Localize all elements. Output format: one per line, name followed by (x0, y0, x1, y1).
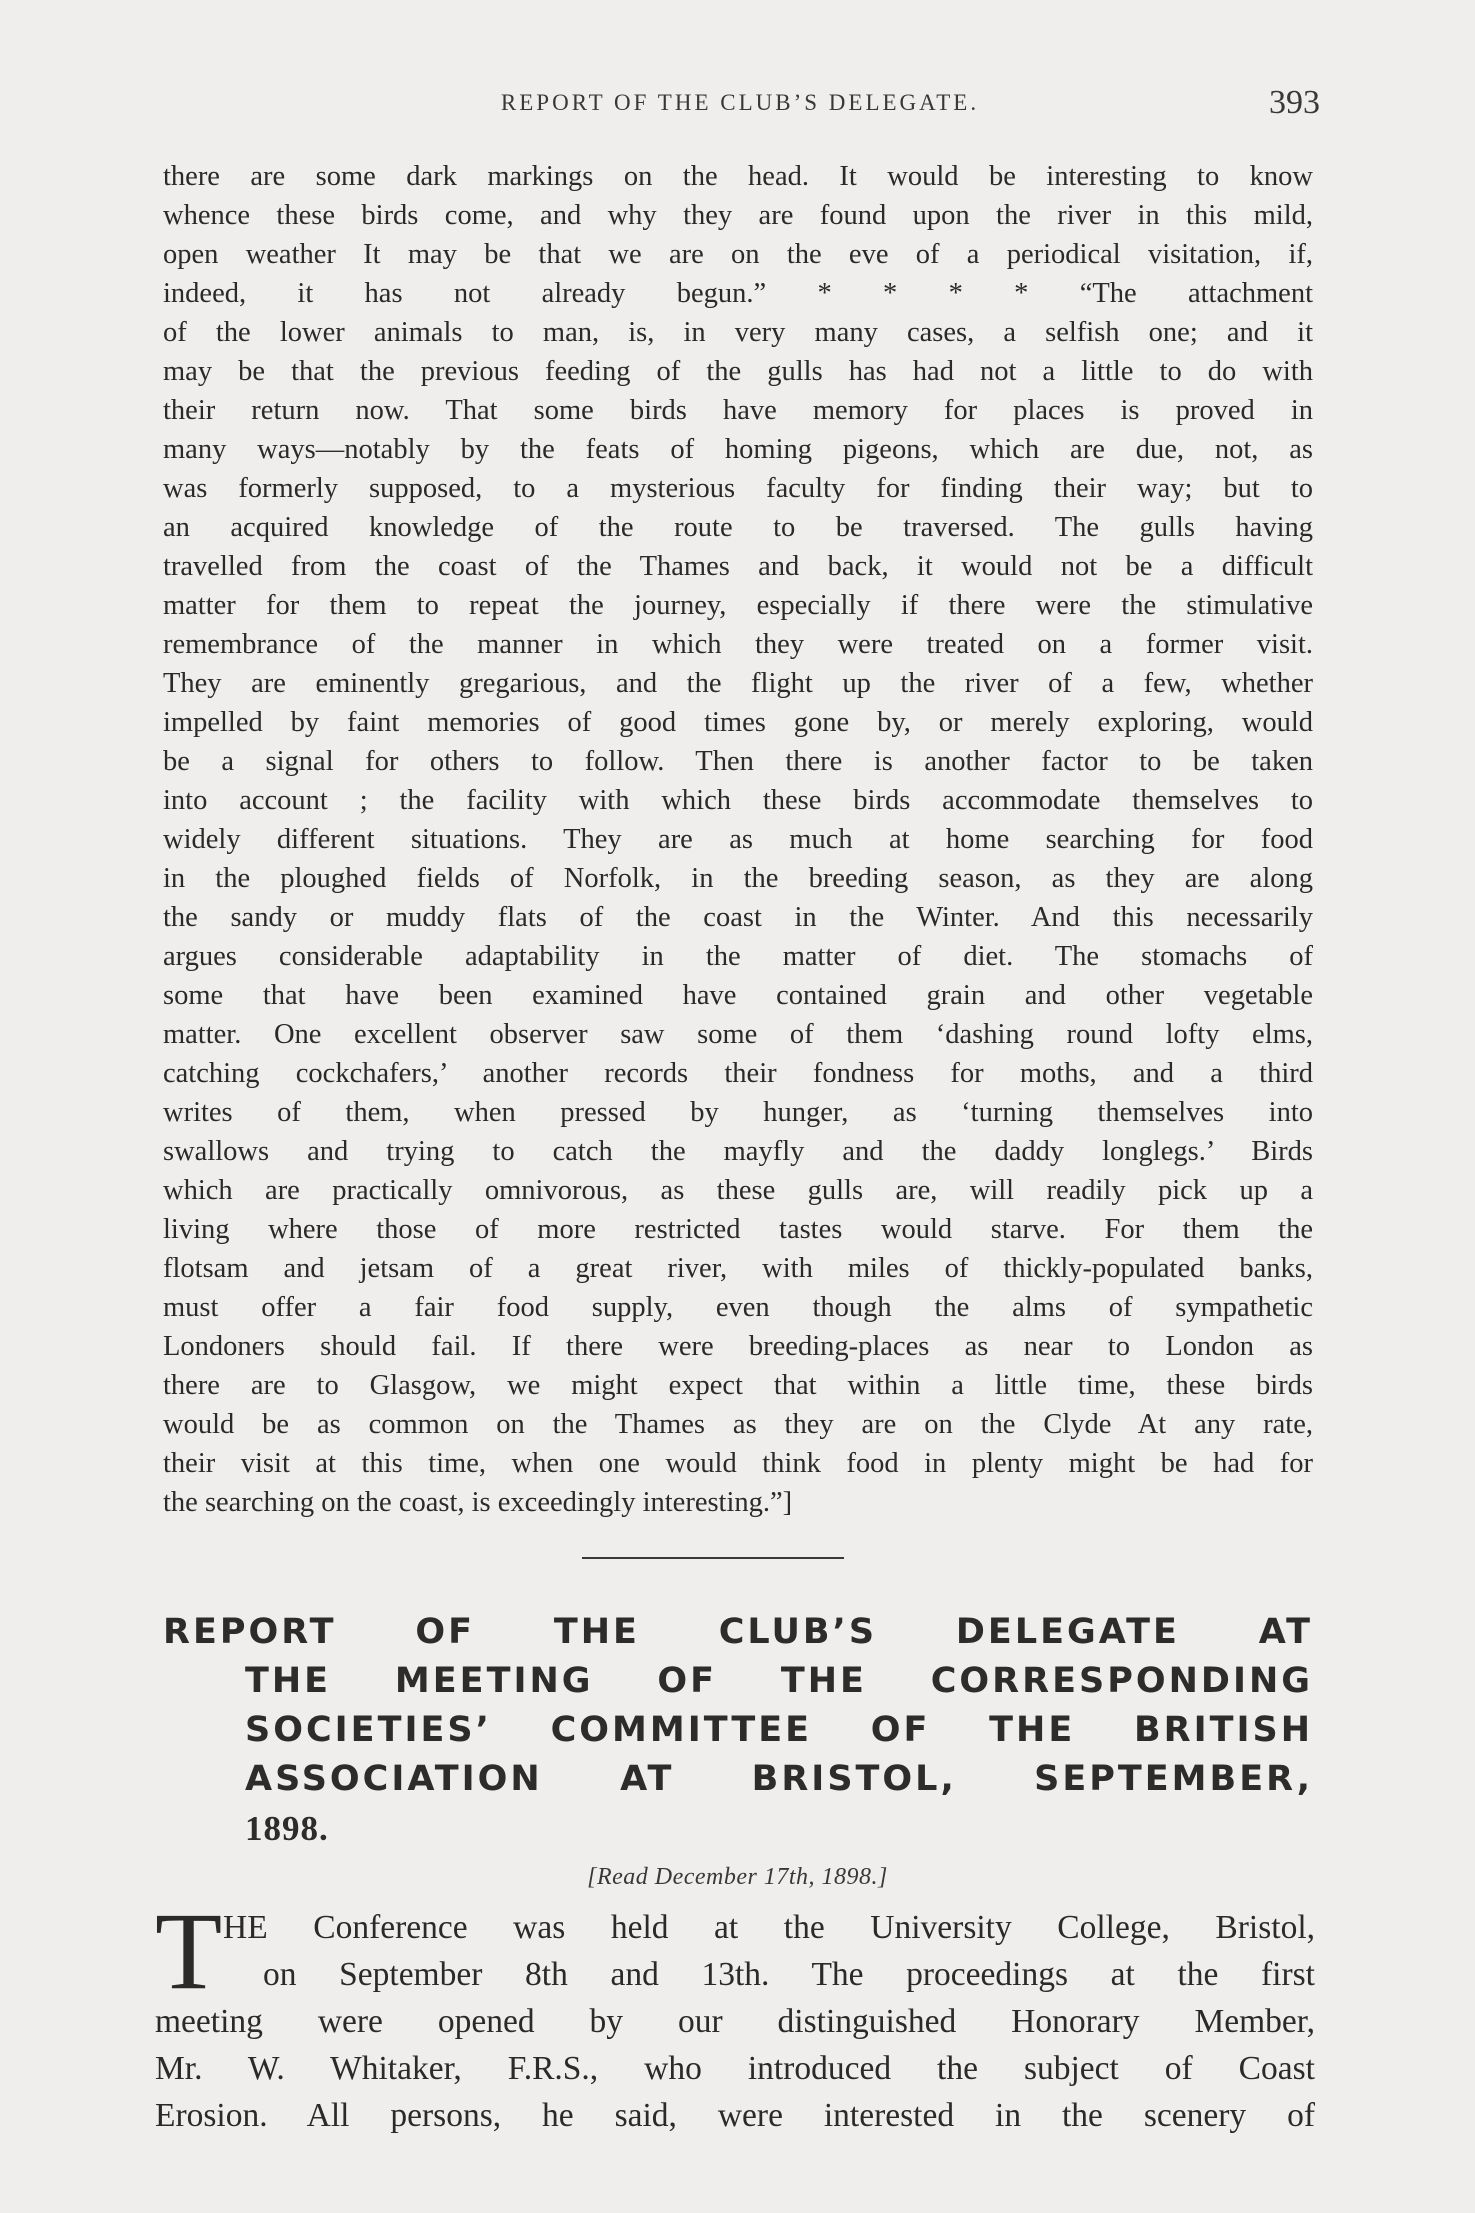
intro-line: meeting were opened by our distinguished Honorary Member, (155, 2003, 1315, 2040)
running-title: REPORT OF THE CLUB’S DELEGATE. (500, 90, 980, 115)
body-line: whence these birds come, and why they are found upon the river in this mild, (163, 200, 1313, 231)
section-heading (163, 1608, 1313, 1853)
page-number: 393 (1269, 84, 1320, 121)
body-line: which are practically omnivorous, as these gulls are, will readily pick up a (163, 1175, 1313, 1206)
body-line: their return now. That some birds have memory for places is proved in (163, 395, 1313, 426)
body-line: the sandy or muddy flats of the coast in the Winter. And this necessarily (163, 902, 1313, 933)
heading-line: THE MEETING OF THE CORRESPONDING (245, 1661, 1313, 1701)
body-line: travelled from the coast of the Thames and back, it would not be a difficult (163, 551, 1313, 582)
intro-paragraph (155, 1890, 1315, 2139)
body-line: may be that the previous feeding of the gulls has had not a little to do with (163, 356, 1313, 387)
intro-line: Mr. W. Whitaker, F.R.S., who introduced the subject of Coast (155, 2050, 1315, 2087)
intro-line: Erosion. All persons, he said, were interested in the scenery of (155, 2097, 1315, 2134)
body-line: catching cockchafers,’ another records their fondness for moths, and a third (163, 1058, 1313, 1089)
drop-cap: T (155, 1890, 223, 2012)
body-line: living where those of more restricted tastes would starve. For them the (163, 1214, 1313, 1245)
body-line: argues considerable adaptability in the matter of diet. The stomachs of (163, 941, 1313, 972)
body-line: would be as common on the Thames as they are on the Clyde At any rate, (163, 1409, 1313, 1440)
body-line: must offer a fair food supply, even though the alms of sympathetic (163, 1292, 1313, 1323)
body-line: the searching on the coast, is exceedingly interesting.”] (163, 1487, 793, 1518)
body-line: flotsam and jetsam of a great river, with miles of thickly-populated banks, (163, 1253, 1313, 1284)
body-line: They are eminently gregarious, and the flight up the river of a few, whether (163, 668, 1313, 699)
intro-line: on September 8th and 13th. The proceedings at the first (263, 1956, 1315, 1993)
read-date (0, 1864, 1475, 1891)
section-divider (582, 1557, 844, 1559)
body-line: was formerly supposed, to a mysterious faculty for finding their way; but to (163, 473, 1313, 504)
body-paragraph (163, 157, 1313, 1522)
body-line: indeed, it has not already begun.” * * * * “The attachment (163, 278, 1313, 309)
read-date-text: Read December 17th, 1898. (596, 1864, 879, 1890)
body-line: there are some dark markings on the head. It would be interesting to know (163, 161, 1313, 192)
heading-line: 1898. (245, 1809, 329, 1848)
body-line: their visit at this time, when one would think food in plenty might be had for (163, 1448, 1313, 1479)
body-line: Londoners should fail. If there were breeding-places as near to London as (163, 1331, 1313, 1362)
body-line: swallows and trying to catch the mayfly and the daddy longlegs.’ Birds (163, 1136, 1313, 1167)
body-line: many ways—notably by the feats of homing pigeons, which are due, not, as (163, 434, 1313, 465)
body-line: open weather It may be that we are on the eve of a periodical visitation, if, (163, 239, 1313, 270)
body-line: in the ploughed fields of Norfolk, in the breeding season, as they are along (163, 863, 1313, 894)
intro-line: HE Conference was held at the University College, Bristol, (223, 1909, 1315, 1946)
read-date-close-bracket: ] (878, 1864, 888, 1890)
heading-line: ASSOCIATION AT BRISTOL, SEPTEMBER, (245, 1759, 1313, 1799)
body-line: some that have been examined have contained grain and other vegetable (163, 980, 1313, 1011)
body-line: writes of them, when pressed by hunger, as ‘turning themselves into (163, 1097, 1313, 1128)
body-line: into account ; the facility with which these birds accommodate themselves to (163, 785, 1313, 816)
body-line: matter. One excellent observer saw some of them ‘dashing round lofty elms, (163, 1019, 1313, 1050)
body-line: of the lower animals to man, is, in very many cases, a selfish one; and it (163, 317, 1313, 348)
body-line: remembrance of the manner in which they were treated on a former visit. (163, 629, 1313, 660)
running-head (160, 84, 1320, 124)
body-line: matter for them to repeat the journey, especially if there were the stimulative (163, 590, 1313, 621)
body-line: an acquired knowledge of the route to be traversed. The gulls having (163, 512, 1313, 543)
body-line: impelled by faint memories of good times gone by, or merely exploring, would (163, 707, 1313, 738)
read-date-open-bracket: [ (587, 1864, 597, 1890)
heading-line: REPORT OF THE CLUB’S DELEGATE AT (163, 1612, 1313, 1652)
body-line: widely different situations. They are as much at home searching for food (163, 824, 1313, 855)
body-line: be a signal for others to follow. Then there is another factor to be taken (163, 746, 1313, 777)
body-line: there are to Glasgow, we might expect that within a little time, these birds (163, 1370, 1313, 1401)
heading-line: SOCIETIES’ COMMITTEE OF THE BRITISH (245, 1710, 1313, 1750)
